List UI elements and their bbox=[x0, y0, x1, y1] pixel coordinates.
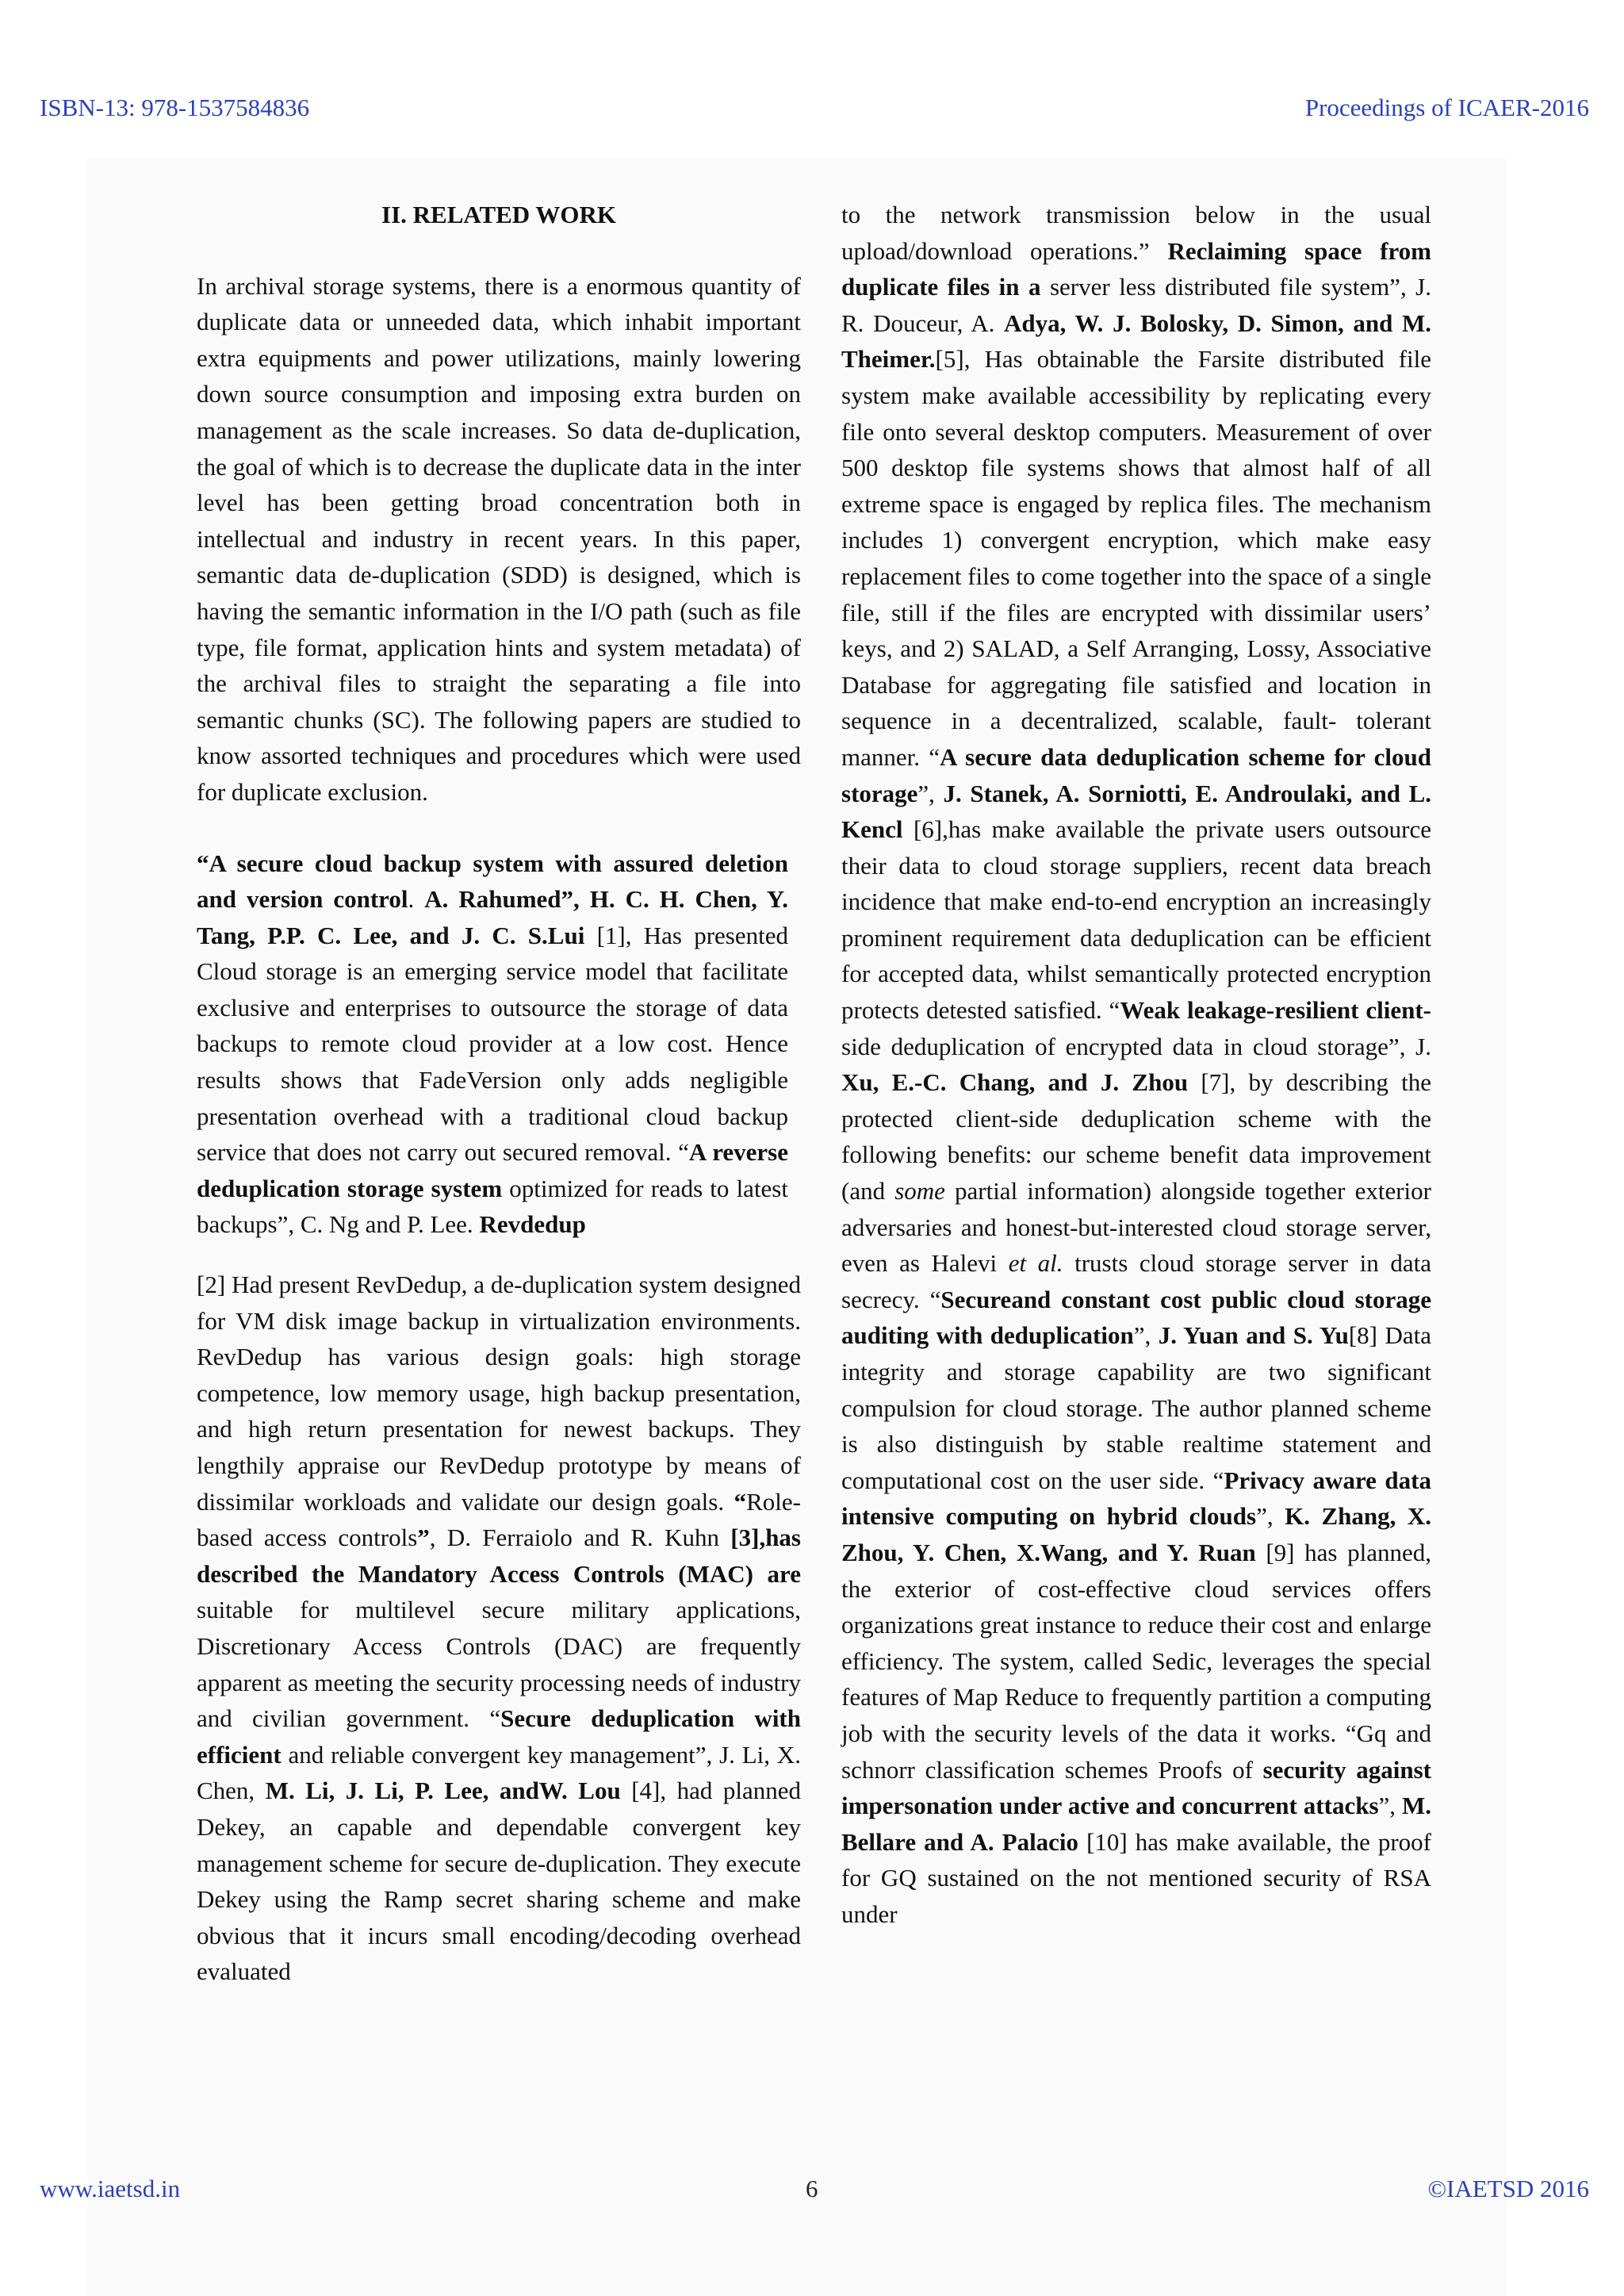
paragraph-ref-2-4: [2] Had present RevDedup, a de-duplication system designed for VM disk image backup in virtualization environments. RevDedup has various design goals: high storage competence, low memory usage, high backup presentation, and high return presentation for newest backups. They lengthily appraise our RevDedup prototype by means of dissimilar workloads and validate our design goals. “Role-based access controls”, D. Ferraiolo and R. Kuhn [3],has described the Mandatory Access Controls (MAC) are suitable for multilevel secure military applications, Discretionary Access Controls (DAC) are frequently apparent as meeting the security processing needs of industry and civilian government. “Secure deduplication with efficient and reliable convergent key management”, J. Li, X. Chen, M. Li, J. Li, P. Lee, andW. Lou [4], had planned Dekey, an capable and dependable convergent key management scheme for secure de-duplication. They execute Dekey using the Ramp secret sharing scheme and make obvious that it incurs small encoding/decoding overhead evaluated bbox=[197, 1271, 801, 1986]
ref1-authors: A. Rahumed”, H. C. H. Chen, Y. Tang, P.P. C. Lee, and J. C. S.Lui bbox=[197, 885, 788, 949]
section-title: II. RELATED WORK bbox=[381, 201, 616, 228]
right-column bbox=[841, 197, 1431, 1933]
intro-paragraph: In archival storage systems, there is a enormous quantity of duplicate data or unneeded data, which inhabit important extra equipments and power utilizations, mainly lowering down source consumption and imposing extra burden on management as the scale increases. So data de-duplication, the goal of which is to decrease the duplicate data in the inter level has been getting broad concentration both in intellectual and industry in recent years. In this paper, semantic data de-duplication (SDD) is designed, which is having the semantic information in the I/O path (such as file type, file format, application hints and system metadata) of the archival files to straight the separating a file into semantic chunks (SC). The following papers are studied to know assorted techniques and procedures which were used for duplicate exclusion. bbox=[197, 271, 801, 806]
left-column bbox=[197, 197, 801, 1990]
paragraph-right: to the network transmission below in the usual upload/download operations.” Reclaiming space from duplicate files in a server less distributed file system”, J. R. Douceur, A. Adya, W. J. Bolosky, D. Simon, and M. Theimer.[5], Has obtainable the Farsite distributed file system make available accessibility by replicating every file onto several desktop computers. Measurement of over 500 desktop file systems shows that almost half of all extreme space is engaged by replica files. The mechanism includes 1) convergent encryption, which make easy replacement files to come together into the space of a single file, still if the files are encrypted with dissimilar users’ keys, and 2) SALAD, a Self Arranging, Lossy, Associative Database for aggregating file satisfied and location in sequence in a decentralized, scalable, fault- tolerant manner. “A secure data deduplication scheme for cloud storage”, J. Stanek, A. Sorniotti, E. Androulaki, and L. Kencl [6],has make available the private users outsource their data to cloud storage suppliers, recent data breach incidence that make end-to-end encryption an increasingly prominent requirement data deduplication can be efficient for accepted data, whilst semantically protected encryption protects detested satisfied. “Weak leakage-resilient client- side deduplication of encrypted data in cloud storage”, J. Xu, E.-C. Chang, and J. Zhou [7], by describing the protected client-side deduplication scheme with the following benefits: our scheme benefit data improvement (and some partial information) alongside together exterior adversaries and honest-but-interested cloud storage server, even as Halevi et al. trusts cloud storage server in data secrecy. “Secureand constant cost public cloud storage auditing with deduplication”, J. Yuan and S. Yu[8] Data integrity and storage capability are two significant compulsion for cloud storage. The author planned scheme is also distinguish by stable realtime statement and computational cost on the user side. “Privacy aware data intensive computing on hybrid clouds”, K. Zhang, X. Zhou, Y. Chen, X.Wang, and Y. Ruan [9] has planned, the exterior of cost-effective cloud services offers organizations great instance to reduce their cost and enlarge efficiency. The system, called Sedic, leverages the special features of Map Reduce to frequently partition a computing job with the security levels of the data it works. “Gq and schnorr classification schemes Proofs of security against impersonation under active and concurrent attacks”, M. Bellare and A. Palacio [10] has make available, the proof for GQ sustained on the not mentioned security of RSA under bbox=[841, 201, 1432, 1928]
footer-website-link[interactable]: www.iaetsd.in bbox=[40, 2175, 181, 2202]
header-isbn: ISBN-13: 978-1537584836 bbox=[40, 94, 310, 121]
ref1-title: “A secure cloud backup system with assured deletion and version control bbox=[197, 849, 788, 914]
footer-copyright: ©IAETSD 2016 bbox=[1427, 2175, 1589, 2202]
page-number: 6 bbox=[806, 2175, 818, 2202]
header-proceedings: Proceedings of ICAER-2016 bbox=[1304, 94, 1589, 121]
paragraph-ref-1: “A secure cloud backup system with assured deletion and version control. A. Rahumed”, H. C. H. Chen, Y. Tang, P.P. C. Lee, and J. C. S.Lui [1], Has presented Cloud storage is an emerging service model that facilitate exclusive and enterprises to outsource the storage of data backups to remote cloud provider at a low cost. Hence results shows that FadeVersion only adds negligible presentation overhead with a traditional cloud backup service that does not carry out secured removal. “A reverse deduplication storage system optimized for reads to latest backups”, C. Ng and P. Lee. Revdedup bbox=[197, 849, 788, 1239]
